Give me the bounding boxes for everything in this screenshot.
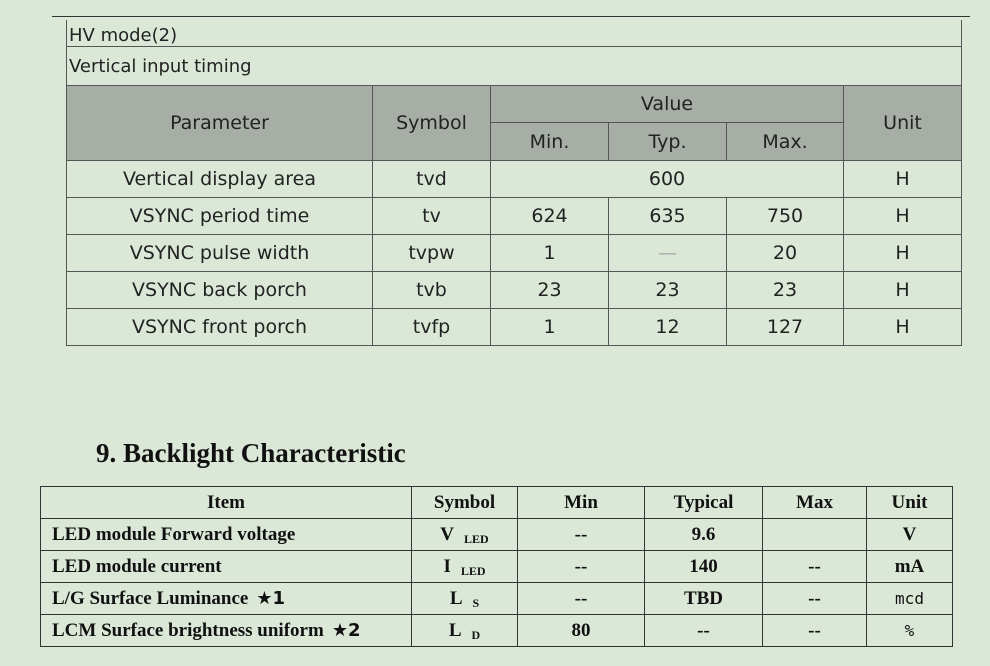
cell-symbol: tvpw [373, 235, 491, 272]
cell-item: LED module current [41, 551, 412, 583]
header-item: Item [41, 487, 412, 519]
cell-max: 23 [727, 272, 844, 309]
cell-typ: 635 [609, 198, 727, 235]
cell-item: LED module Forward voltage [41, 519, 412, 551]
table-row [41, 519, 953, 551]
cell-unit: H [844, 161, 962, 198]
table-row [67, 198, 962, 235]
cell-unit: H [844, 198, 962, 235]
cell-max: 127 [727, 309, 844, 346]
header-typ: Typ. [609, 123, 727, 161]
star-icon [332, 620, 361, 641]
symbol-subscript: D [471, 627, 481, 642]
header-symbol: Symbol [373, 86, 491, 161]
cell-parameter: VSYNC pulse width [67, 235, 373, 272]
header-max: Max. [727, 123, 844, 161]
cell-symbol [412, 615, 518, 647]
table-subtitle: Vertical input timing [67, 47, 962, 86]
cell-symbol: tv [373, 198, 491, 235]
cell-min: 23 [491, 272, 609, 309]
cell-parameter: VSYNC back porch [67, 272, 373, 309]
section-title: 9. Backlight Characteristic [96, 438, 406, 468]
symbol-subscript: LED [464, 531, 489, 546]
cell-unit: H [844, 272, 962, 309]
table-row [67, 161, 962, 198]
table-row [41, 583, 953, 615]
star-note-number: 2 [347, 619, 361, 641]
symbol-main: V [440, 523, 455, 545]
cell-typ: 23 [609, 272, 727, 309]
cell-max: 750 [727, 198, 844, 235]
cell-min: 624 [491, 198, 609, 235]
symbol-main: L [448, 619, 462, 641]
cell-symbol: tvb [373, 272, 491, 309]
cell-max: -- [763, 551, 867, 583]
header-typical: Typical [645, 487, 763, 519]
cell-min: 1 [491, 309, 609, 346]
cell-min: 80 [518, 615, 645, 647]
cell-typical: -- [645, 615, 763, 647]
symbol-subscript: LED [460, 563, 486, 578]
star-note-number: 1 [272, 587, 286, 609]
cell-item [41, 583, 412, 615]
cell-max: -- [763, 583, 867, 615]
cell-parameter: VSYNC period time [67, 198, 373, 235]
symbol-main: I [443, 555, 451, 577]
header-value: Value [491, 86, 844, 123]
header-symbol: Symbol [412, 487, 518, 519]
header-unit: Unit [867, 487, 953, 519]
cell-parameter: VSYNC front porch [67, 309, 373, 346]
cell-min: -- [518, 583, 645, 615]
backlight-table [40, 486, 953, 647]
cell-unit: mcd [867, 583, 953, 615]
star-glyph: ★ [331, 619, 348, 641]
cell-unit: mA [867, 551, 953, 583]
cell-value-merged: 600 [491, 161, 844, 198]
cell-unit: V [867, 519, 953, 551]
cell-typical: 9.6 [645, 519, 763, 551]
symbol-main: L [449, 587, 463, 609]
cell-unit: % [867, 615, 953, 647]
table-row [67, 309, 962, 346]
cell-typical: 140 [645, 551, 763, 583]
table-row [67, 235, 962, 272]
header-max: Max [763, 487, 867, 519]
cell-min: 1 [491, 235, 609, 272]
table-row [67, 272, 962, 309]
cell-symbol: tvd [373, 161, 491, 198]
top-rule [52, 16, 970, 17]
vertical-timing-table [66, 20, 962, 346]
cell-typ: — [609, 235, 727, 272]
cell-unit: H [844, 309, 962, 346]
cell-max: -- [763, 615, 867, 647]
cell-typ: 12 [609, 309, 727, 346]
star-icon [256, 588, 285, 609]
header-unit: Unit [844, 86, 962, 161]
cell-symbol [412, 519, 518, 551]
cell-symbol [412, 551, 518, 583]
cell-symbol [412, 583, 518, 615]
cell-parameter: Vertical display area [67, 161, 373, 198]
hv-mode-label: HV mode(2) [67, 20, 962, 47]
item-label: L/G Surface Luminance [52, 587, 249, 609]
header-min: Min. [491, 123, 609, 161]
cell-typical: TBD [645, 583, 763, 615]
cell-max: 20 [727, 235, 844, 272]
cell-item [41, 615, 412, 647]
cell-unit: H [844, 235, 962, 272]
table-row [41, 551, 953, 583]
symbol-subscript: S [472, 595, 480, 610]
header-parameter: Parameter [67, 86, 373, 161]
cell-min: -- [518, 519, 645, 551]
star-glyph: ★ [256, 587, 273, 609]
cell-symbol: tvfp [373, 309, 491, 346]
header-min: Min [518, 487, 645, 519]
table-row [41, 615, 953, 647]
cell-min: -- [518, 551, 645, 583]
cell-max [763, 519, 867, 551]
item-label: LCM Surface brightness uniform [52, 619, 324, 641]
